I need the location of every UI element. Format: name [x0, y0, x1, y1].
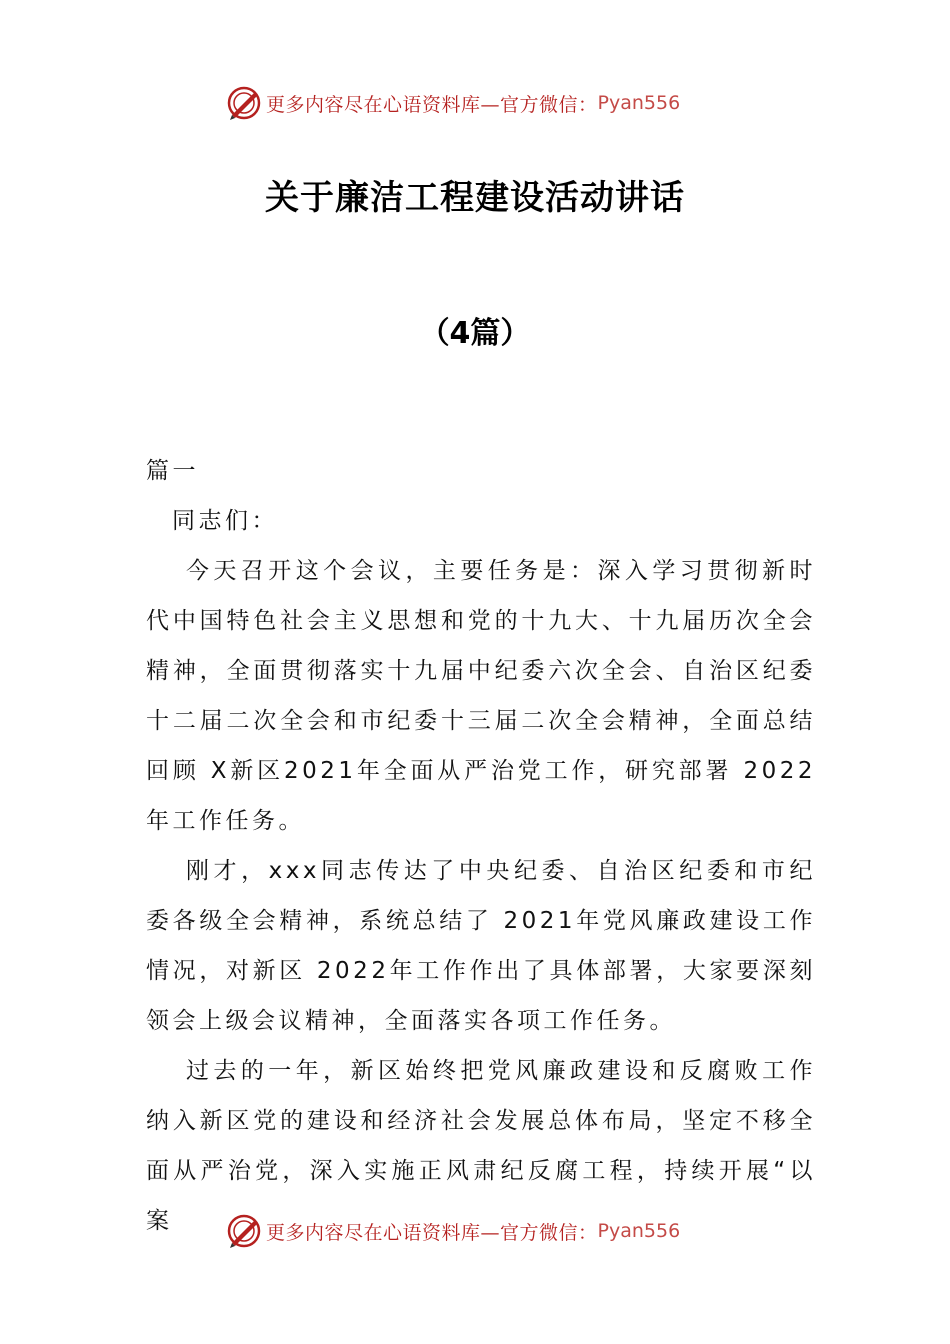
banner-text: 更多内容尽在心语资料库—官方微信： — [266, 93, 598, 116]
pen-logo-icon — [226, 85, 262, 121]
document-title: 关于廉洁工程建设活动讲话 — [265, 178, 685, 218]
document-body — [146, 446, 816, 1246]
document-subtitle: （4篇） — [419, 316, 531, 351]
paragraph: 过去的一年，新区始终把党风廉政建设和反腐败工作纳入新区党的建设和经济社会发展总体布局，坚定不移全面从严治党，深入实施正风肃纪反腐工程，持续开展“以案 — [146, 1058, 816, 1234]
section-label: 篇一 — [146, 458, 199, 484]
banner-contact: Pyan556 — [597, 92, 681, 114]
banner-text: 更多内容尽在心语资料库—官方微信： — [266, 1221, 598, 1244]
header-watermark-banner — [226, 83, 680, 123]
paragraph: 刚才，xxx同志传达了中央纪委、自治区纪委和市纪委各级全会精神，系统总结了 2021年党风廉政建设工作情况，对新区 2022年工作作出了具体部署，大家要深刻领会上级会议精神，全面落实各项工作任务。 — [146, 858, 816, 1034]
paragraph: 今天召开这个会议，主要任务是：深入学习贯彻新时代中国特色社会主义思想和党的十九大、十九届历次全会精神，全面贯彻落实十九届中纪委六次全会、自治区纪委十二届二次全会和市纪委十三届二次全会精神，全面总结回顾 X新区2021年全面从严治党工作，研究部署 2022年工作任务。 — [146, 558, 816, 834]
salutation: 同志们： — [172, 508, 278, 534]
pen-logo-icon — [226, 1213, 262, 1249]
footer-watermark-banner — [226, 1211, 680, 1251]
banner-contact: Pyan556 — [597, 1220, 681, 1242]
